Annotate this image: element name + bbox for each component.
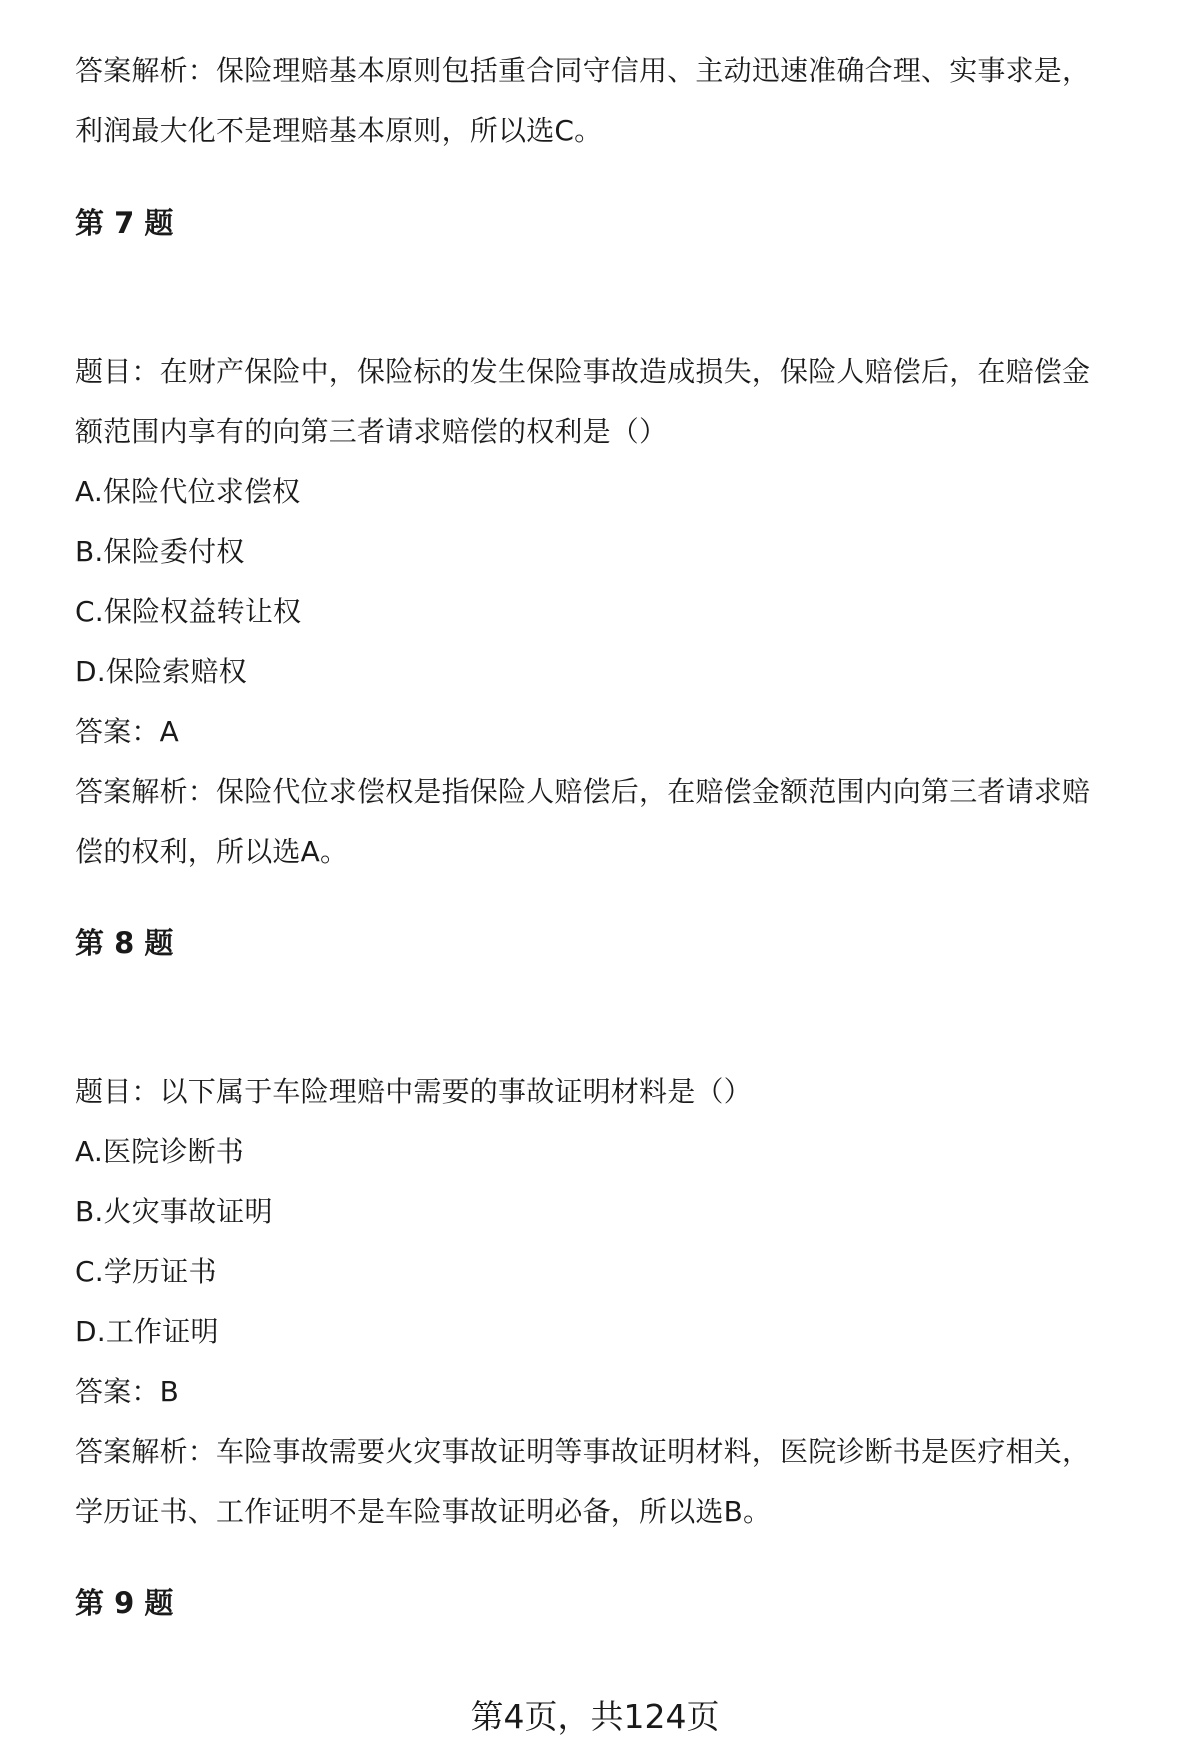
analysis-text: 答案解析：车险事故需要火灾事故证明等事故证明材料，医院诊断书是医疗相关， [75,1435,1091,1468]
analysis-text: 学历证书、工作证明不是车险事故证明必备，所以选B。 [75,1495,772,1528]
answer-text: 答案：A [75,715,179,748]
question-heading: 第 9 题 [75,1586,174,1620]
option-c: C.保险权益转让权 [75,595,302,628]
question-stem: 题目：以下属于车险理赔中需要的事故证明材料是（） [75,1075,752,1108]
question-heading: 第 7 题 [75,206,174,240]
analysis-text: 答案解析：保险代位求偿权是指保险人赔偿后，在赔偿金额范围内向第三者请求赔 [75,775,1091,808]
option-c: C.学历证书 [75,1255,217,1288]
option-b: B.火灾事故证明 [75,1195,273,1228]
option-d: D.保险索赔权 [75,655,247,688]
analysis-text: 答案解析：保险理赔基本原则包括重合同守信用、主动迅速准确合理、实事求是， [75,54,1091,87]
option-b: B.保险委付权 [75,535,245,568]
question-heading: 第 8 题 [75,926,174,960]
analysis-text: 偿的权利，所以选A。 [75,835,349,868]
answer-text: 答案：B [75,1375,180,1408]
analysis-text: 利润最大化不是理赔基本原则，所以选C。 [75,114,603,147]
page-footer: 第4页，共124页 [470,1697,720,1736]
option-d: D.工作证明 [75,1315,219,1348]
question-stem: 题目：在财产保险中，保险标的发生保险事故造成损失，保险人赔偿后，在赔偿金 [75,355,1091,388]
option-a: A.保险代位求偿权 [75,475,301,508]
option-a: A.医院诊断书 [75,1135,244,1168]
question-stem: 额范围内享有的向第三者请求赔偿的权利是（） [75,415,668,448]
